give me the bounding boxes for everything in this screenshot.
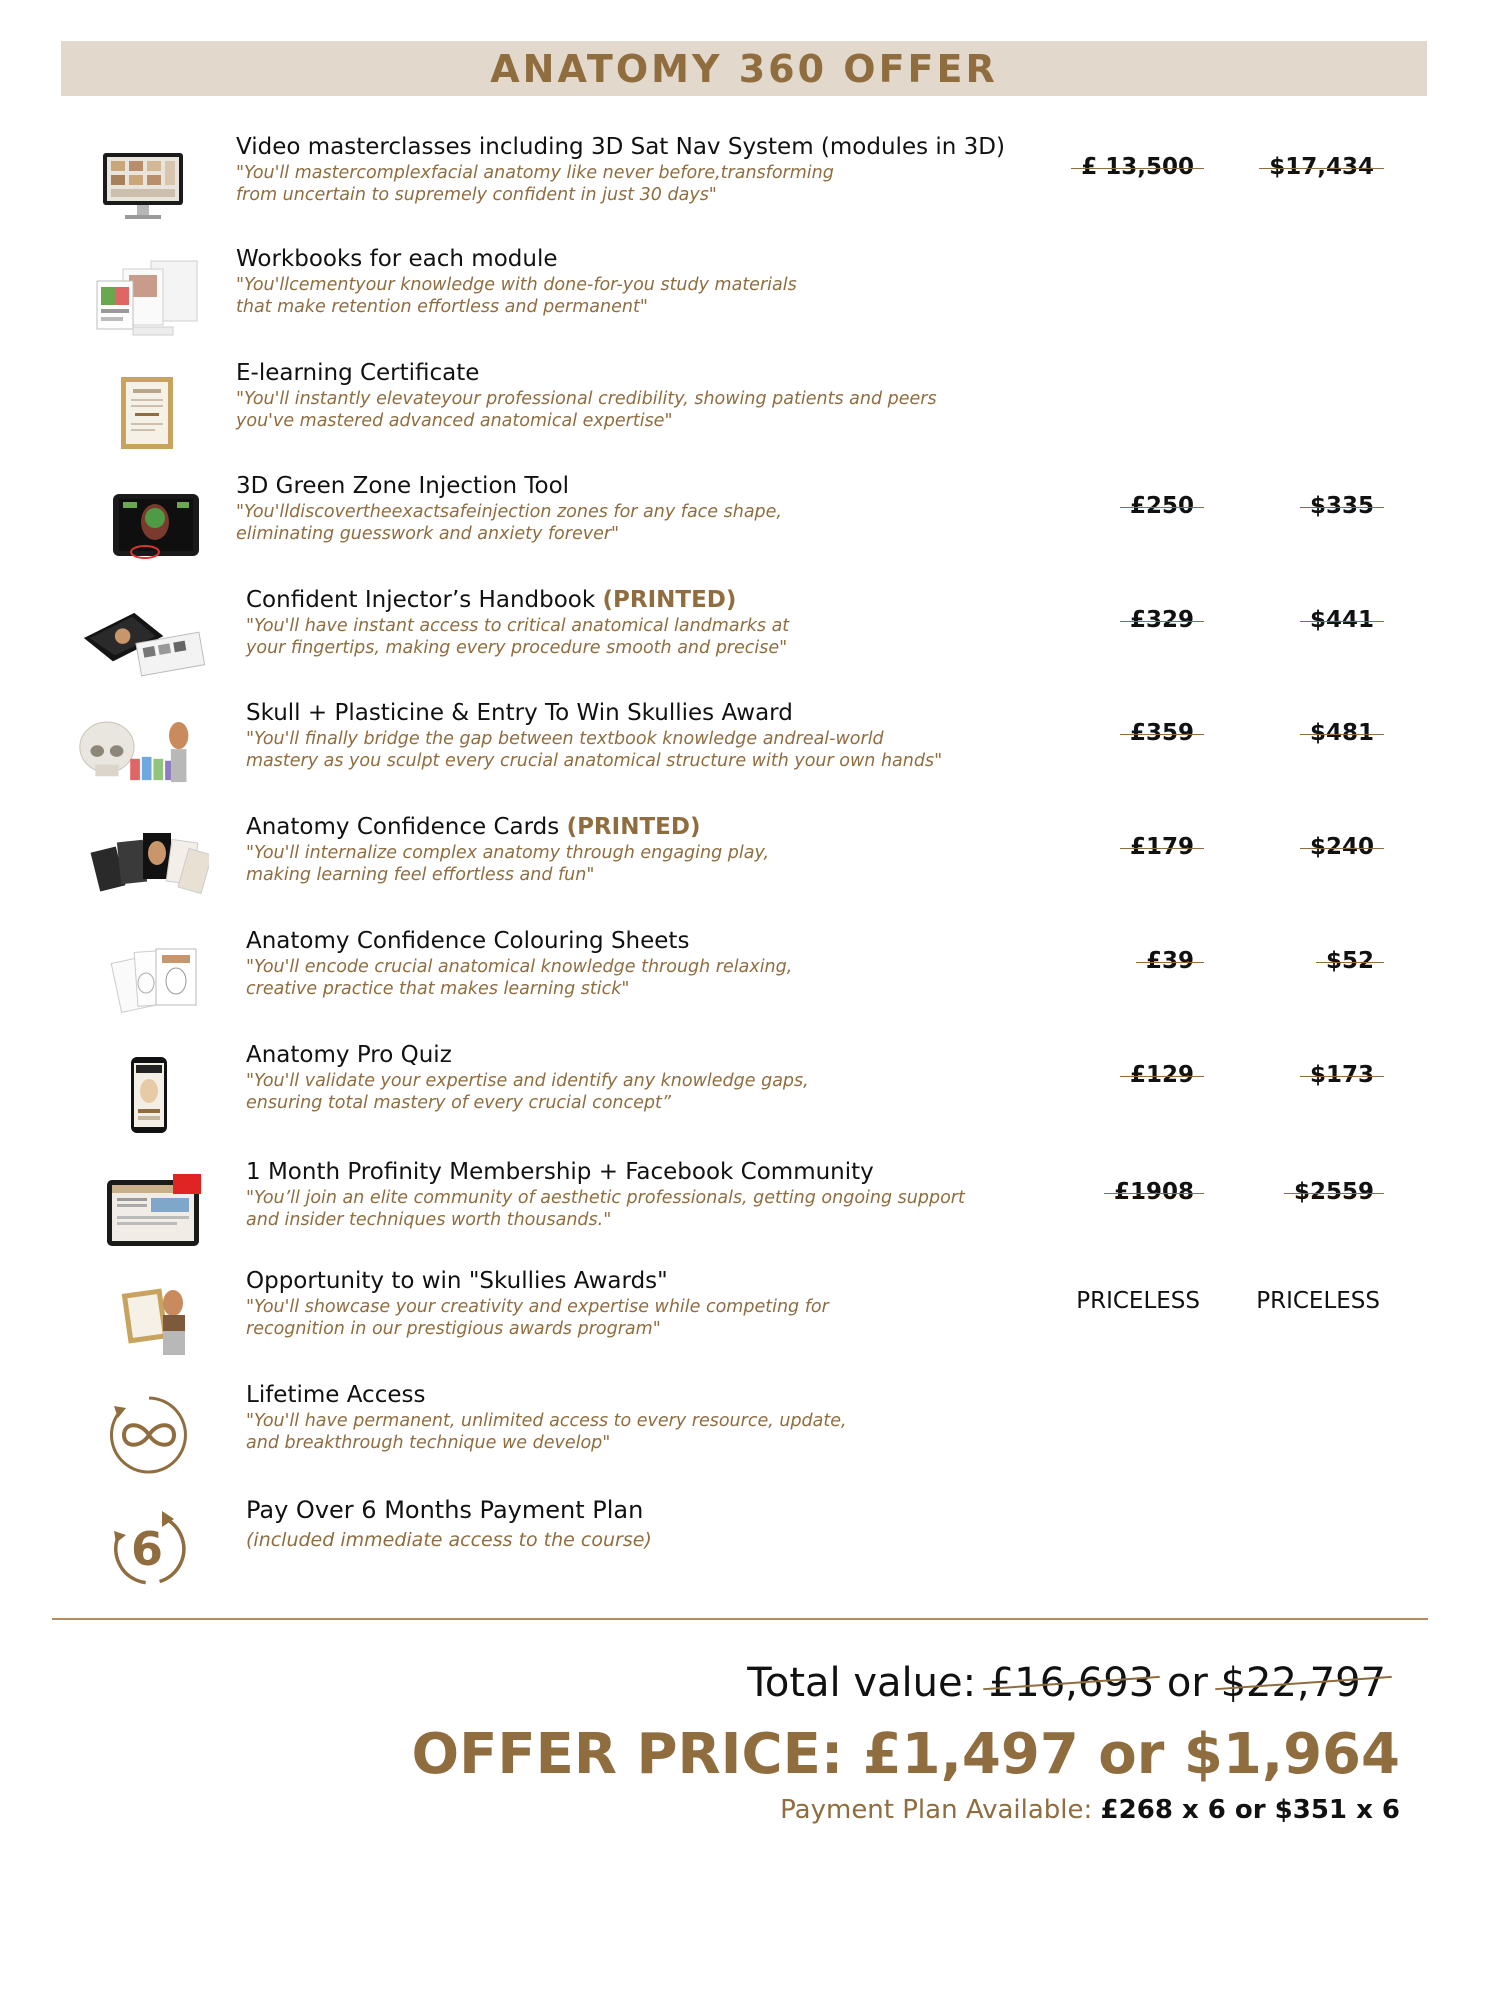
item-description: "You'll finally bridge the gap between textbook knowledge andreal-world mastery as you sculpt every crucial anatomical structure with your own hands" — [246, 729, 943, 771]
total-gbp: £16,693 — [988, 1660, 1155, 1706]
item-description: "You'll have permanent, unlimited access to every resource, update, and breakthrough technique we develop" — [246, 1411, 847, 1453]
price-gbp: PRICELESS — [1076, 1288, 1200, 1314]
offer-item-handbook — [0, 585, 1486, 695]
award-icon — [90, 1276, 216, 1366]
item-title: Workbooks for each module — [236, 246, 558, 272]
membership-tablet-icon — [90, 1167, 216, 1257]
price-gbp: £359 — [1050, 720, 1200, 746]
infinity-icon — [86, 1390, 212, 1480]
monitor-icon — [80, 142, 206, 232]
price-usd: $2559 — [1230, 1179, 1380, 1205]
item-title: Opportunity to win "Skullies Awards" — [246, 1268, 668, 1294]
price-gbp: £1908 — [1050, 1179, 1200, 1205]
phone-quiz-icon — [86, 1050, 212, 1140]
page-title: ANATOMY 360 OFFER — [490, 46, 998, 91]
item-description: "You'llcementyour knowledge with done-for-you study materials that make retention effortless and permanent" — [236, 275, 797, 317]
offer-item-video-masterclasses — [0, 132, 1486, 242]
item-description: "You'll showcase your creativity and expertise while competing for recognition in our prestigious awards program" — [246, 1297, 829, 1339]
item-description: "You'll validate your expertise and identify any knowledge gaps, ensuring total mastery of every crucial concept” — [246, 1071, 809, 1113]
payment-plan — [780, 1795, 1400, 1825]
colouring-sheets-icon — [92, 936, 218, 1026]
price-gbp: £ 13,500 — [1050, 154, 1200, 180]
item-description: (included immediate access to the course) — [246, 1529, 652, 1551]
item-description: "You'lldiscovertheexactsafeinjection zones for any face shape, eliminating guesswork and anxiety forever" — [236, 502, 782, 544]
item-description: "You'll internalize complex anatomy through engaging play, making learning feel effortless and fun" — [246, 843, 770, 885]
item-title: Confident Injector’s Handbook (PRINTED) — [246, 587, 737, 613]
total-usd: $22,797 — [1220, 1660, 1386, 1706]
item-title: E-learning Certificate — [236, 360, 480, 386]
offer-item-workbooks — [0, 244, 1486, 354]
price-gbp: £250 — [1050, 493, 1200, 519]
price-usd: $240 — [1230, 834, 1380, 860]
item-description: "You’ll join an elite community of aesthetic professionals, getting ongoing support and insider techniques worth thousands." — [246, 1188, 965, 1230]
offer-banner — [61, 41, 1427, 96]
item-title: 1 Month Profinity Membership + Facebook Community — [246, 1159, 874, 1185]
offer-item-green-zone-tool — [0, 471, 1486, 581]
item-title: Pay Over 6 Months Payment Plan — [246, 1496, 644, 1524]
offer-item-colouring-sheets — [0, 926, 1486, 1036]
offer-item-lifetime-access — [0, 1380, 1486, 1490]
item-title: Skull + Plasticine & Entry To Win Skullies Award — [246, 700, 793, 726]
offer-item-pro-quiz — [0, 1040, 1486, 1150]
payment-plan-value: £268 x 6 or $351 x 6 — [1100, 1795, 1400, 1825]
item-description: "You'll mastercomplexfacial anatomy like never before,transforming from uncertain to supremely confident in just 30 days" — [236, 163, 834, 205]
skull-icon — [74, 708, 200, 798]
price-usd: $335 — [1230, 493, 1380, 519]
offer-price: OFFER PRICE: £1,497 or $1,964 — [411, 1722, 1400, 1787]
price-usd: $481 — [1230, 720, 1380, 746]
total-value: Total value: £16,693 or $22,797 — [747, 1660, 1386, 1706]
item-title: Anatomy Confidence Colouring Sheets — [246, 928, 690, 954]
item-description: "You'll have instant access to critical anatomical landmarks at your fingertips, making every procedure smooth and precise" — [246, 616, 790, 658]
printed-tag: (PRINTED) — [602, 587, 737, 613]
cards-icon — [86, 822, 212, 912]
item-title: Video masterclasses including 3D Sat Nav System (modules in 3D) — [236, 134, 1005, 160]
offer-item-skull-plasticine — [0, 698, 1486, 808]
workbooks-icon — [86, 254, 212, 344]
price-gbp: £39 — [1050, 948, 1200, 974]
item-title: Lifetime Access — [246, 1382, 426, 1408]
six-months-icon — [84, 1505, 210, 1595]
item-description: "You'll encode crucial anatomical knowledge through relaxing, creative practice that makes learning stick" — [246, 957, 793, 999]
price-gbp: £179 — [1050, 834, 1200, 860]
payment-plan-label: Payment Plan Available: — [780, 1795, 1101, 1825]
offer-item-skullies-awards — [0, 1266, 1486, 1376]
price-usd: $441 — [1230, 607, 1380, 633]
item-description: "You'll instantly elevateyour professional credibility, showing patients and peers you've mastered advanced anatomical expertise" — [236, 389, 937, 431]
price-gbp: £129 — [1050, 1062, 1200, 1088]
divider — [52, 1618, 1428, 1620]
certificate-icon — [84, 368, 210, 458]
item-title: 3D Green Zone Injection Tool — [236, 473, 570, 499]
price-usd: PRICELESS — [1256, 1288, 1380, 1314]
tablet-face-icon — [86, 481, 212, 571]
price-gbp: £329 — [1050, 607, 1200, 633]
printed-tag: (PRINTED) — [566, 814, 701, 840]
price-usd: $17,434 — [1230, 154, 1380, 180]
price-usd: $52 — [1230, 948, 1380, 974]
offer-item-membership — [0, 1157, 1486, 1267]
offer-item-payment-plan — [0, 1495, 1486, 1605]
item-title: Anatomy Confidence Cards (PRINTED) — [246, 814, 701, 840]
item-title: Anatomy Pro Quiz — [246, 1042, 452, 1068]
offer-item-confidence-cards — [0, 812, 1486, 922]
offer-item-certificate — [0, 358, 1486, 468]
price-usd: $173 — [1230, 1062, 1380, 1088]
svg-text:6: 6 — [130, 1522, 164, 1576]
handbook-icon — [80, 595, 206, 685]
